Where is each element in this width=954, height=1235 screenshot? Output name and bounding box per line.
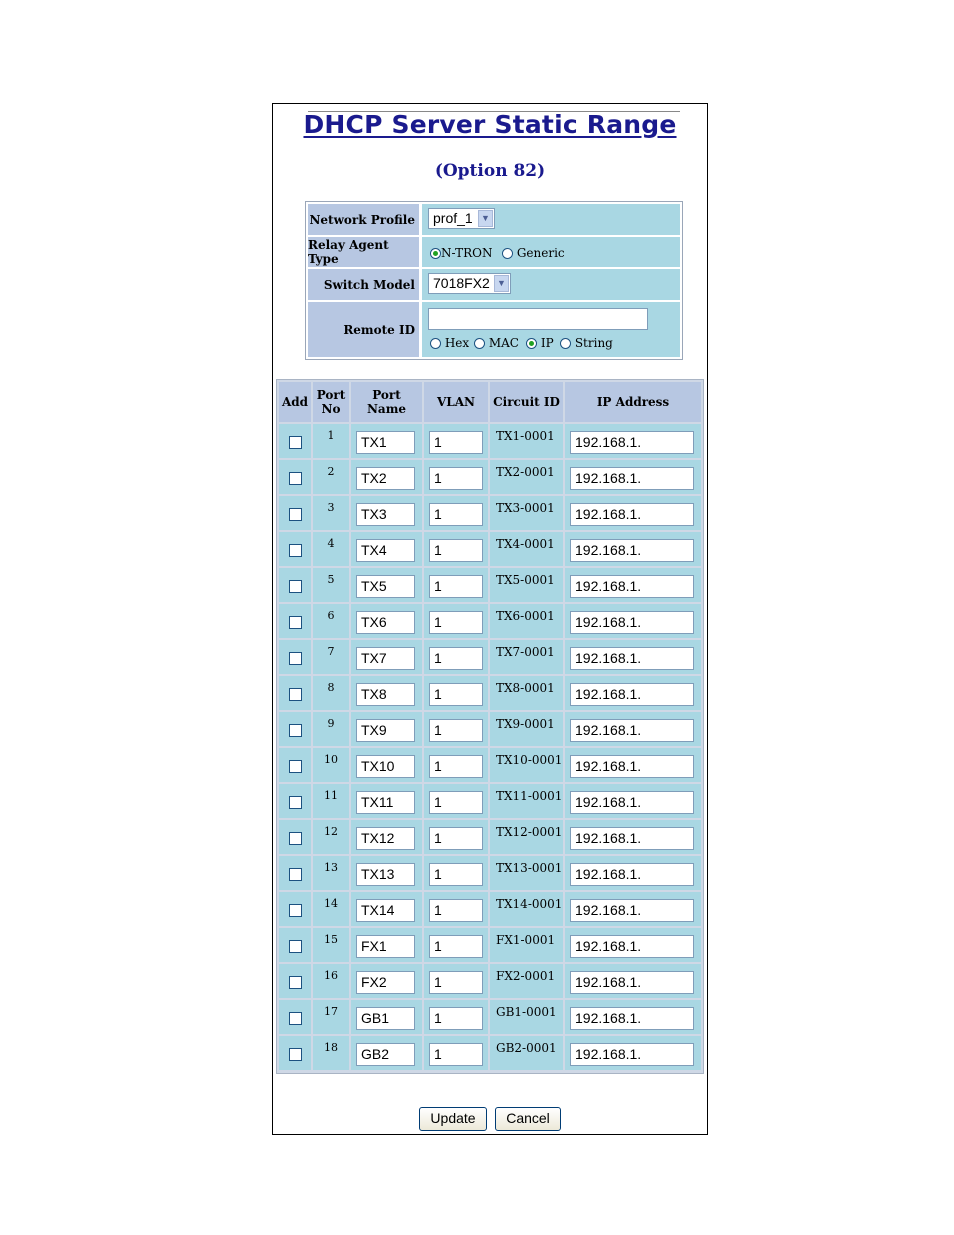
remote-id-ip-option[interactable] xyxy=(526,336,554,350)
switch-model-label: Switch Model xyxy=(308,269,419,300)
vlan-cell xyxy=(424,676,488,710)
header-port-no xyxy=(313,382,349,422)
add-cell xyxy=(279,676,311,710)
port-no-cell xyxy=(313,784,349,818)
port-no: 13 xyxy=(324,861,338,874)
add-cell xyxy=(279,496,311,530)
add-cell xyxy=(279,532,311,566)
port-no: 8 xyxy=(327,681,335,694)
add-checkbox[interactable] xyxy=(289,760,302,773)
circuit-id-cell xyxy=(490,928,563,962)
port-name-cell xyxy=(351,928,422,962)
add-checkbox[interactable] xyxy=(289,1012,302,1025)
port-name-input[interactable]: GB2 xyxy=(356,1043,415,1066)
switch-model-value: 7018FX2 xyxy=(433,275,490,291)
vlan-cell xyxy=(424,568,488,602)
add-cell xyxy=(279,424,311,458)
radio-ntron-label: N-TRON xyxy=(441,246,493,260)
radio-string-label: String xyxy=(574,336,613,350)
remote-id-hex-option[interactable] xyxy=(430,336,469,350)
vlan-cell xyxy=(424,784,488,818)
ip-address-cell xyxy=(565,532,701,566)
circuit-id: TX7-0001 xyxy=(496,645,555,659)
ip-address-cell xyxy=(565,856,701,890)
port-no-cell xyxy=(313,748,349,782)
vlan-cell xyxy=(424,424,488,458)
add-checkbox[interactable] xyxy=(289,796,302,809)
vlan-cell xyxy=(424,928,488,962)
port-name-input[interactable]: TX5 xyxy=(356,575,415,598)
port-no: 18 xyxy=(324,1041,338,1054)
port-name-cell xyxy=(351,712,422,746)
switch-model-cell xyxy=(422,269,680,300)
vlan-input[interactable]: 1 xyxy=(429,1007,483,1030)
port-no: 14 xyxy=(324,897,338,910)
port-no-cell xyxy=(313,1036,349,1070)
remote-id-row xyxy=(308,302,680,357)
radio-hex[interactable] xyxy=(430,338,441,349)
ip-address-input[interactable]: 192.168.1. xyxy=(570,1007,694,1030)
port-name-input[interactable]: TX1 xyxy=(356,431,415,454)
port-name-input[interactable]: TX9 xyxy=(356,719,415,742)
port-no-cell xyxy=(313,964,349,998)
circuit-id-cell xyxy=(490,820,563,854)
port-name-input[interactable]: TX12 xyxy=(356,827,415,850)
vlan-cell xyxy=(424,856,488,890)
remote-id-cell xyxy=(422,302,680,357)
add-checkbox[interactable] xyxy=(289,544,302,557)
circuit-id: TX9-0001 xyxy=(496,717,555,731)
ip-address-cell xyxy=(565,1000,701,1034)
static-range-table xyxy=(276,379,704,1074)
radio-ip-label: IP xyxy=(540,336,554,350)
ip-address-cell xyxy=(565,820,701,854)
ip-address-input[interactable]: 192.168.1. xyxy=(570,719,694,742)
ip-address-cell xyxy=(565,460,701,494)
relay-agent-generic-option[interactable] xyxy=(502,246,565,260)
header-port-name-line1: Port xyxy=(372,388,401,402)
port-name-cell xyxy=(351,496,422,530)
circuit-id-cell xyxy=(490,784,563,818)
add-cell xyxy=(279,856,311,890)
circuit-id-cell xyxy=(490,1036,563,1070)
add-checkbox[interactable] xyxy=(289,652,302,665)
circuit-id-cell xyxy=(490,460,563,494)
port-no: 11 xyxy=(324,789,338,802)
network-profile-select[interactable] xyxy=(428,208,495,229)
add-cell xyxy=(279,892,311,926)
network-profile-cell xyxy=(422,204,680,235)
vlan-input[interactable]: 1 xyxy=(429,503,483,526)
port-no: 4 xyxy=(327,537,335,550)
remote-id-mac-option[interactable] xyxy=(474,336,519,350)
radio-mac[interactable] xyxy=(474,338,485,349)
ip-address-input[interactable]: 192.168.1. xyxy=(570,467,694,490)
ip-address-input[interactable]: 192.168.1. xyxy=(570,539,694,562)
port-no-cell xyxy=(313,460,349,494)
header-add: Add xyxy=(279,382,311,422)
port-no-cell xyxy=(313,532,349,566)
vlan-input[interactable]: 1 xyxy=(429,467,483,490)
port-name-cell xyxy=(351,784,422,818)
vlan-input[interactable]: 1 xyxy=(429,647,483,670)
ip-address-input[interactable]: 192.168.1. xyxy=(570,899,694,922)
vlan-input[interactable]: 1 xyxy=(429,863,483,886)
circuit-id: TX3-0001 xyxy=(496,501,555,515)
header-port-name-line2: Name xyxy=(366,402,407,416)
circuit-id-cell xyxy=(490,712,563,746)
port-no-cell xyxy=(313,856,349,890)
vlan-input[interactable]: 1 xyxy=(429,755,483,778)
port-name-input[interactable]: TX13 xyxy=(356,863,415,886)
port-name-cell xyxy=(351,1036,422,1070)
network-profile-value: prof_1 xyxy=(433,210,473,226)
circuit-id-cell xyxy=(490,676,563,710)
relay-agent-type-label: Relay Agent Type xyxy=(308,237,419,267)
ip-address-input[interactable]: 192.168.1. xyxy=(570,863,694,886)
vlan-input[interactable]: 1 xyxy=(429,935,483,958)
port-no-cell xyxy=(313,496,349,530)
circuit-id-cell xyxy=(490,532,563,566)
circuit-id-cell xyxy=(490,964,563,998)
ip-address-input[interactable]: 192.168.1. xyxy=(570,755,694,778)
ip-address-cell xyxy=(565,676,701,710)
vlan-cell xyxy=(424,892,488,926)
header-vlan: VLAN xyxy=(424,382,488,422)
ip-address-cell xyxy=(565,568,701,602)
circuit-id: TX13-0001 xyxy=(496,861,563,875)
circuit-id: FX2-0001 xyxy=(496,969,556,983)
port-name-input[interactable]: TX14 xyxy=(356,899,415,922)
add-cell xyxy=(279,640,311,674)
ip-address-input[interactable]: 192.168.1. xyxy=(570,503,694,526)
add-checkbox[interactable] xyxy=(289,688,302,701)
remote-id-input[interactable] xyxy=(428,308,648,330)
port-name-cell xyxy=(351,964,422,998)
remote-id-label: Remote ID xyxy=(308,302,419,357)
port-name-input[interactable]: TX8 xyxy=(356,683,415,706)
port-no: 6 xyxy=(327,609,335,622)
vlan-cell xyxy=(424,712,488,746)
ip-address-cell xyxy=(565,964,701,998)
circuit-id: TX8-0001 xyxy=(496,681,555,695)
radio-string[interactable] xyxy=(560,338,571,349)
ip-address-cell xyxy=(565,748,701,782)
relay-agent-ntron-option[interactable] xyxy=(430,246,493,260)
vlan-input[interactable]: 1 xyxy=(429,971,483,994)
port-name-cell xyxy=(351,532,422,566)
circuit-id-cell xyxy=(490,604,563,638)
port-no-cell xyxy=(313,928,349,962)
radio-ntron[interactable] xyxy=(430,248,441,259)
add-checkbox[interactable] xyxy=(289,904,302,917)
add-checkbox[interactable] xyxy=(289,472,302,485)
port-name-cell xyxy=(351,460,422,494)
port-no-cell xyxy=(313,712,349,746)
port-name-cell xyxy=(351,892,422,926)
header-port-no-line2: No xyxy=(321,402,341,416)
add-checkbox[interactable] xyxy=(289,976,302,989)
add-checkbox[interactable] xyxy=(289,868,302,881)
add-cell xyxy=(279,964,311,998)
circuit-id: TX1-0001 xyxy=(496,429,555,443)
port-no: 17 xyxy=(324,1005,338,1018)
circuit-id-cell xyxy=(490,424,563,458)
ip-address-input[interactable]: 192.168.1. xyxy=(570,827,694,850)
remote-id-string-option[interactable] xyxy=(560,336,613,350)
ip-address-input[interactable]: 192.168.1. xyxy=(570,683,694,706)
vlan-cell xyxy=(424,1036,488,1070)
port-name-input[interactable]: TX4 xyxy=(356,539,415,562)
port-name-cell xyxy=(351,676,422,710)
circuit-id: TX5-0001 xyxy=(496,573,555,587)
ip-address-input[interactable]: 192.168.1. xyxy=(570,935,694,958)
ip-address-cell xyxy=(565,784,701,818)
port-no: 1 xyxy=(327,429,335,442)
chevron-down-icon[interactable]: ▼ xyxy=(494,275,509,292)
port-no: 9 xyxy=(327,717,335,730)
port-name-cell xyxy=(351,568,422,602)
port-name-cell xyxy=(351,604,422,638)
vlan-cell xyxy=(424,820,488,854)
circuit-id-cell xyxy=(490,892,563,926)
vlan-cell xyxy=(424,964,488,998)
port-no: 3 xyxy=(327,501,335,514)
port-no: 16 xyxy=(324,969,338,982)
port-name-cell xyxy=(351,1000,422,1034)
circuit-id: TX2-0001 xyxy=(496,465,555,479)
port-no-cell xyxy=(313,1000,349,1034)
ip-address-cell xyxy=(565,1036,701,1070)
add-checkbox[interactable] xyxy=(289,616,302,629)
vlan-input[interactable]: 1 xyxy=(429,431,483,454)
add-checkbox[interactable] xyxy=(289,508,302,521)
vlan-cell xyxy=(424,604,488,638)
relay-agent-type-cell xyxy=(422,237,680,267)
add-cell xyxy=(279,928,311,962)
port-name-input[interactable]: FX1 xyxy=(356,935,415,958)
vlan-cell xyxy=(424,496,488,530)
circuit-id-cell xyxy=(490,568,563,602)
add-checkbox[interactable] xyxy=(289,436,302,449)
vlan-input[interactable]: 1 xyxy=(429,1043,483,1066)
circuit-id: TX12-0001 xyxy=(496,825,563,839)
vlan-cell xyxy=(424,460,488,494)
vlan-cell xyxy=(424,532,488,566)
ip-address-input[interactable]: 192.168.1. xyxy=(570,431,694,454)
port-no: 7 xyxy=(327,645,335,658)
vlan-input[interactable]: 1 xyxy=(429,899,483,922)
page-title: DHCP Server Static Range xyxy=(303,110,677,139)
ip-address-cell xyxy=(565,640,701,674)
circuit-id-cell xyxy=(490,1000,563,1034)
ip-address-cell xyxy=(565,928,701,962)
circuit-id: TX11-0001 xyxy=(496,789,563,803)
circuit-id: GB2-0001 xyxy=(496,1041,557,1055)
circuit-id-cell xyxy=(490,496,563,530)
add-cell xyxy=(279,712,311,746)
port-no-cell xyxy=(313,676,349,710)
port-name-input[interactable]: TX11 xyxy=(356,791,415,814)
page-subtitle: (Option 82) xyxy=(434,161,546,181)
radio-generic-label: Generic xyxy=(516,246,565,260)
port-name-input[interactable]: TX10 xyxy=(356,755,415,778)
header-ip-address: IP Address xyxy=(565,382,701,422)
chevron-down-icon[interactable]: ▼ xyxy=(478,210,493,227)
settings-form xyxy=(305,201,683,360)
add-checkbox[interactable] xyxy=(289,580,302,593)
vlan-input[interactable]: 1 xyxy=(429,575,483,598)
circuit-id-cell xyxy=(490,748,563,782)
ip-address-cell xyxy=(565,604,701,638)
ip-address-cell xyxy=(565,424,701,458)
circuit-id-cell xyxy=(490,640,563,674)
port-no: 5 xyxy=(327,573,335,586)
port-name-input[interactable]: TX2 xyxy=(356,467,415,490)
circuit-id: TX14-0001 xyxy=(496,897,563,911)
ip-address-input[interactable]: 192.168.1. xyxy=(570,647,694,670)
add-cell xyxy=(279,1000,311,1034)
add-checkbox[interactable] xyxy=(289,832,302,845)
port-name-input[interactable]: TX7 xyxy=(356,647,415,670)
cancel-button[interactable]: Cancel xyxy=(495,1107,561,1131)
port-no: 12 xyxy=(324,825,338,838)
network-profile-row xyxy=(308,204,680,235)
circuit-id: TX6-0001 xyxy=(496,609,555,623)
port-name-input[interactable]: FX2 xyxy=(356,971,415,994)
port-no-cell xyxy=(313,424,349,458)
add-checkbox[interactable] xyxy=(289,724,302,737)
port-name-input[interactable]: GB1 xyxy=(356,1007,415,1030)
vlan-input[interactable]: 1 xyxy=(429,683,483,706)
add-checkbox[interactable] xyxy=(289,1048,302,1061)
port-name-cell xyxy=(351,424,422,458)
circuit-id: GB1-0001 xyxy=(496,1005,557,1019)
radio-mac-label: MAC xyxy=(488,336,519,350)
vlan-cell xyxy=(424,1000,488,1034)
radio-hex-label: Hex xyxy=(444,336,470,350)
radio-ip[interactable] xyxy=(526,338,537,349)
network-profile-label: Network Profile xyxy=(308,204,419,235)
port-no: 10 xyxy=(324,753,338,766)
port-no-cell xyxy=(313,892,349,926)
ip-address-input[interactable]: 192.168.1. xyxy=(570,1043,694,1066)
port-name-cell xyxy=(351,856,422,890)
add-cell xyxy=(279,748,311,782)
vlan-cell xyxy=(424,640,488,674)
vlan-input[interactable]: 1 xyxy=(429,539,483,562)
port-no-cell xyxy=(313,604,349,638)
port-name-input[interactable]: TX6 xyxy=(356,611,415,634)
circuit-id-cell xyxy=(490,856,563,890)
relay-agent-type-row xyxy=(308,237,680,267)
switch-model-select[interactable] xyxy=(428,273,511,294)
ip-address-input[interactable]: 192.168.1. xyxy=(570,971,694,994)
port-name-input[interactable]: TX3 xyxy=(356,503,415,526)
add-cell xyxy=(279,604,311,638)
ip-address-input[interactable]: 192.168.1. xyxy=(570,575,694,598)
port-name-cell xyxy=(351,820,422,854)
circuit-id: FX1-0001 xyxy=(496,933,556,947)
add-checkbox[interactable] xyxy=(289,940,302,953)
port-name-cell xyxy=(351,748,422,782)
add-cell xyxy=(279,784,311,818)
update-button[interactable]: Update xyxy=(419,1107,487,1131)
vlan-cell xyxy=(424,748,488,782)
vlan-input[interactable]: 1 xyxy=(429,719,483,742)
vlan-input[interactable]: 1 xyxy=(429,791,483,814)
switch-model-row xyxy=(308,269,680,300)
ip-address-cell xyxy=(565,496,701,530)
circuit-id: TX10-0001 xyxy=(496,753,563,767)
vlan-input[interactable]: 1 xyxy=(429,611,483,634)
ip-address-cell xyxy=(565,712,701,746)
radio-generic[interactable] xyxy=(502,248,513,259)
vlan-input[interactable]: 1 xyxy=(429,827,483,850)
add-cell xyxy=(279,820,311,854)
ip-address-input[interactable]: 192.168.1. xyxy=(570,791,694,814)
circuit-id: TX4-0001 xyxy=(496,537,555,551)
port-name-cell xyxy=(351,640,422,674)
port-no-cell xyxy=(313,820,349,854)
header-port-name xyxy=(351,382,422,422)
add-cell xyxy=(279,1036,311,1070)
add-cell xyxy=(279,460,311,494)
header-circuit-id: Circuit ID xyxy=(490,382,563,422)
ip-address-cell xyxy=(565,892,701,926)
dhcp-static-range-panel xyxy=(272,103,708,1135)
ip-address-input[interactable]: 192.168.1. xyxy=(570,611,694,634)
header-port-no-line1: Port xyxy=(316,388,346,402)
port-no-cell xyxy=(313,568,349,602)
port-no: 2 xyxy=(327,465,335,478)
port-no-cell xyxy=(313,640,349,674)
port-no: 15 xyxy=(324,933,338,946)
add-cell xyxy=(279,568,311,602)
